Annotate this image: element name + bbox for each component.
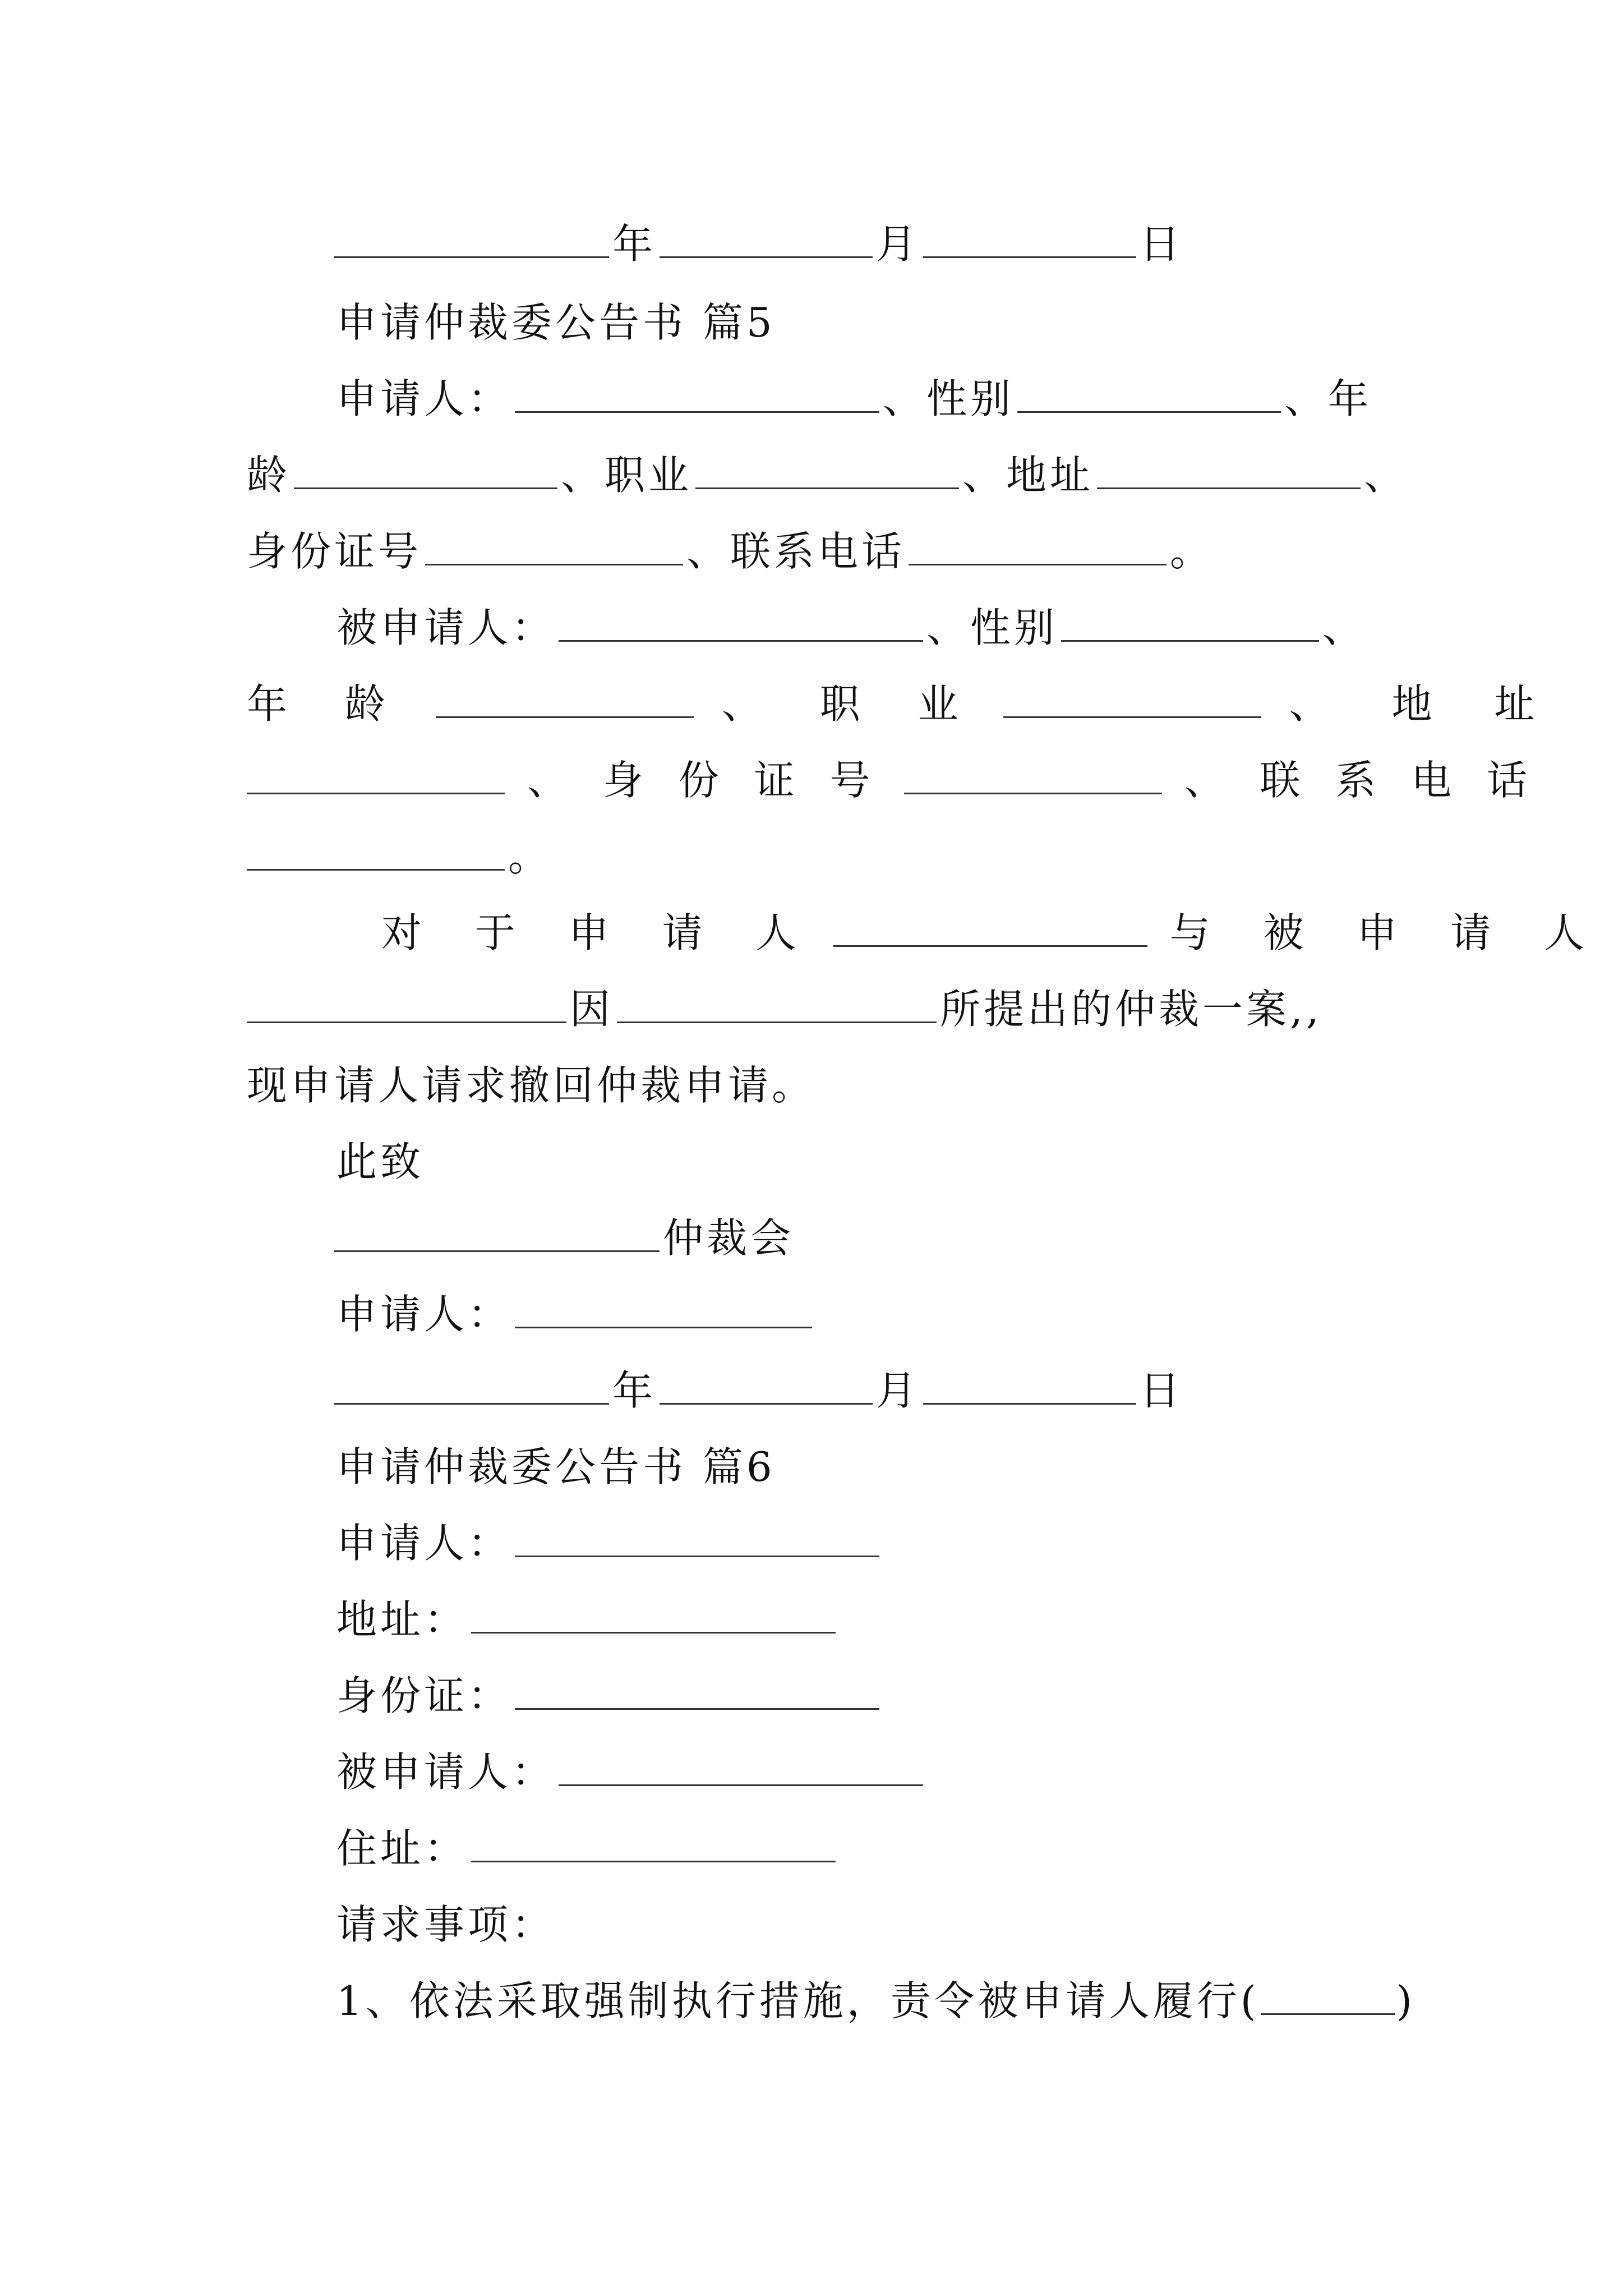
respondent-label: 被申请人： <box>336 604 556 651</box>
claim-item-text: 1、依法采取强制执行措施，责令被申请人履行( <box>336 1977 1260 2024</box>
resp-age-label: 年 龄 <box>247 680 408 728</box>
section-heading-6: 申请仲裁委公告书 篇6 <box>336 1443 776 1490</box>
applicant-blank <box>833 943 1147 947</box>
body-b: 与 被 申 请 人 <box>1169 909 1605 956</box>
claim-item-blank <box>1261 2011 1395 2015</box>
gender-label: 、性别 <box>883 375 1015 422</box>
claim-item-close: ) <box>1396 1977 1415 2024</box>
applicant-line <box>336 368 1372 430</box>
s6-address-label: 地址： <box>336 1596 468 1643</box>
s6-residence-line <box>336 1818 839 1879</box>
s6-id-blank <box>515 1706 879 1710</box>
year-label: 年 <box>612 220 657 268</box>
s6-id-label: 身份证： <box>336 1672 512 1719</box>
occupation-label: 、职业 <box>561 452 693 499</box>
body-c: 因 <box>570 986 614 1033</box>
comma: 、 <box>1364 452 1408 499</box>
year-blank <box>334 254 609 258</box>
s6-applicant-line <box>336 1512 883 1574</box>
age-suffix: 龄 <box>247 452 291 499</box>
respondent-blank <box>247 1019 566 1023</box>
s6-respondent-label: 被申请人： <box>336 1749 556 1796</box>
signer-line <box>336 1283 815 1345</box>
age-prefix: 、年 <box>1284 375 1372 422</box>
salutation: 此致 <box>336 1138 425 1185</box>
s6-respondent-blank <box>559 1782 923 1786</box>
committee-blank <box>334 1248 660 1252</box>
respondent-name-blank <box>559 638 923 642</box>
applicant-line-2 <box>247 444 1408 506</box>
signer-blank <box>515 1324 812 1328</box>
s6-residence-blank <box>471 1858 836 1862</box>
s6-id-line <box>336 1665 883 1727</box>
phone-blank <box>909 562 1166 565</box>
respondent-line-4 <box>247 826 552 887</box>
applicant-name-blank <box>515 409 879 413</box>
year-blank-2 <box>334 1401 609 1405</box>
s6-respondent-line <box>336 1741 926 1803</box>
resp-age-blank <box>436 714 694 718</box>
resp-gender-blank <box>1061 638 1319 642</box>
s6-claims-heading: 请求事项： <box>336 1901 556 1948</box>
respondent-line <box>336 597 1366 659</box>
address-label: 、地址 <box>962 452 1094 499</box>
s6-address-blank <box>471 1630 836 1634</box>
s6-applicant-blank <box>515 1553 879 1557</box>
committee-line <box>331 1207 794 1269</box>
resp-comma: 、 <box>1322 604 1367 651</box>
month-blank-2 <box>660 1401 873 1405</box>
day-label-2: 日 <box>1140 1367 1184 1414</box>
resp-occupation-label: 、 职 业 <box>721 680 981 728</box>
age-blank <box>294 485 557 489</box>
body-line-2 <box>247 978 1322 1040</box>
month-label-2: 月 <box>876 1367 920 1414</box>
resp-gender-label: 、性别 <box>926 604 1058 651</box>
s6-applicant-label: 申请人： <box>336 1520 512 1567</box>
resp-period: 。 <box>508 833 552 880</box>
month-blank <box>660 254 873 258</box>
day-blank-2 <box>923 1401 1136 1405</box>
gender-blank <box>1017 409 1281 413</box>
respondent-line-2 <box>247 673 1559 735</box>
occupation-blank <box>695 485 959 489</box>
resp-phone-blank <box>247 867 505 871</box>
date-line <box>331 213 1183 275</box>
s6-address-line <box>336 1589 839 1650</box>
committee-label: 仲裁会 <box>663 1214 795 1262</box>
address-blank <box>1097 485 1361 489</box>
month-label: 月 <box>876 220 920 268</box>
day-blank <box>923 254 1136 258</box>
id-label: 身份证号 <box>247 528 422 575</box>
s6-claim-item-1 <box>336 1970 1415 2032</box>
phone-label: 、联系电话 <box>686 528 906 575</box>
year-label-2: 年 <box>612 1367 657 1414</box>
resp-occupation-blank <box>1003 714 1261 718</box>
resp-address-label: 、 地 址 <box>1289 680 1560 728</box>
s6-residence-label: 住址： <box>336 1825 468 1872</box>
respondent-line-3 <box>247 749 1538 811</box>
body-d: 所提出的仲裁一案,, <box>940 986 1322 1033</box>
reason-blank <box>617 1019 937 1023</box>
body-line-1 <box>381 902 1604 964</box>
body-line-3: 现申请人请求撤回仲裁申请。 <box>247 1062 816 1109</box>
resp-phone-label: 、 联 系 电 话 <box>1184 757 1539 804</box>
period: 。 <box>1170 528 1214 575</box>
resp-address-blank <box>247 790 505 794</box>
id-blank <box>425 562 683 565</box>
section-heading: 申请仲裁委公告书 篇5 <box>336 299 776 346</box>
body-a: 对 于 申 请 人 <box>381 909 817 956</box>
resp-id-blank <box>904 790 1162 794</box>
signer-label: 申请人： <box>336 1291 512 1338</box>
applicant-line-3 <box>247 521 1214 582</box>
resp-id-label: 、 身 份 证 号 <box>527 757 882 804</box>
date-line-2 <box>331 1360 1183 1421</box>
applicant-label: 申请人： <box>336 375 512 422</box>
day-label: 日 <box>1140 220 1184 268</box>
